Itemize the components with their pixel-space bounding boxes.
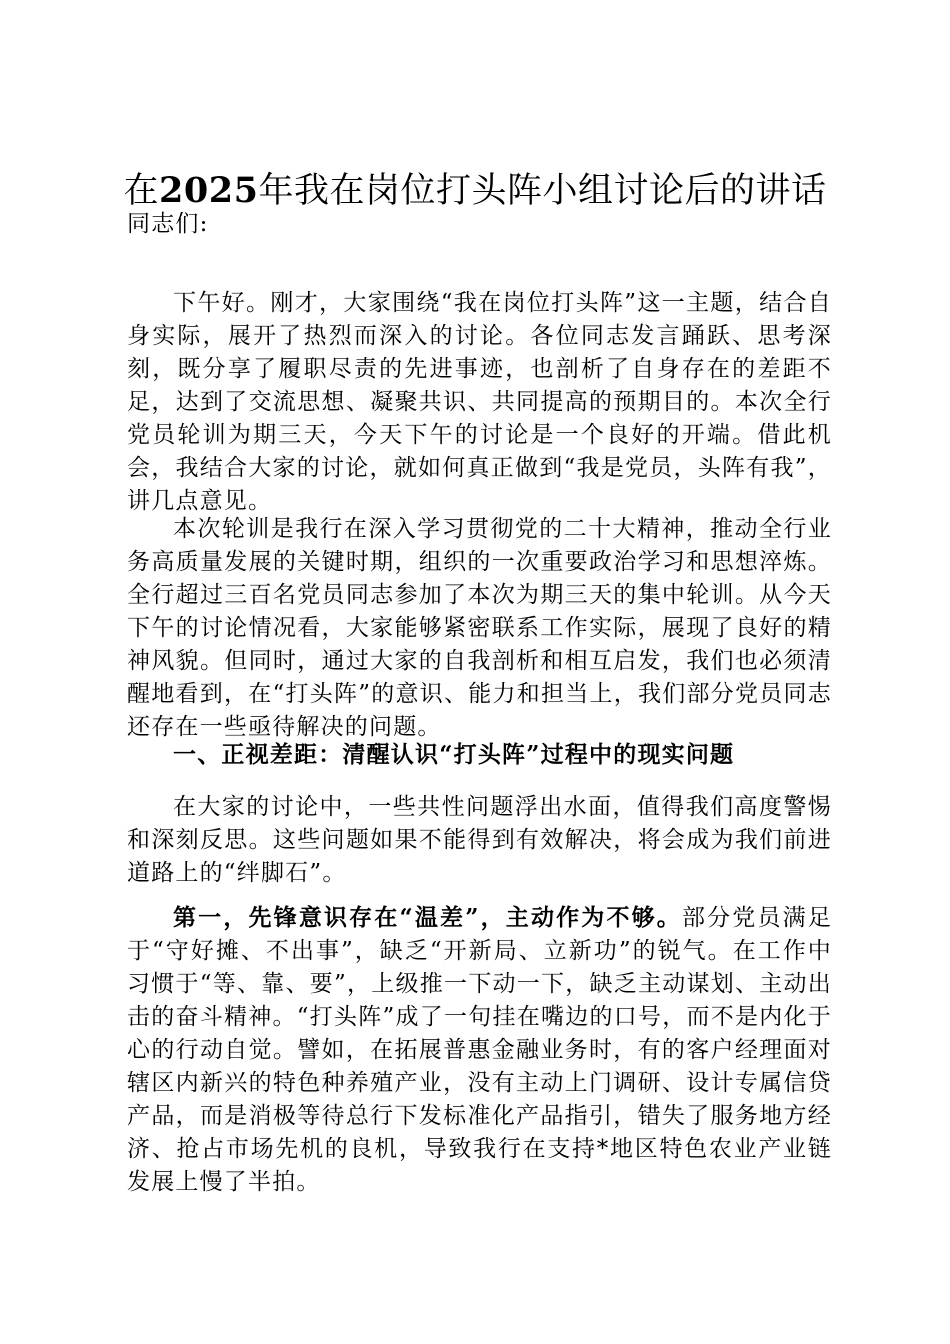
salutation: 同志们:: [127, 211, 209, 237]
title-prefix: 在: [123, 171, 160, 211]
title-year: 2025: [159, 170, 259, 211]
first-point-lead: 第一，先锋意识存在“温差”，主动作为不够。: [173, 904, 682, 931]
paragraph-training-context: 本次轮训是我行在深入学习贯彻党的二十大精神，推动全行业务高质量发展的关键时期，组织的一次重要政治学习和思想淬炼。全行超过三百名党员同志参加了本次为期三天的集中轮训。从今天下午的讨论情况看，大家能够紧密联系工作实际，展现了良好的精神风貌。但同时，通过大家的自我剖析和相互启发，我们也必须清醒地看到，在“打头阵”的意识、能力和担当上，我们部分党员同志还存在一些亟待解决的问题。: [127, 516, 832, 740]
paragraph-common-issues: 在大家的讨论中，一些共性问题浮出水面，值得我们高度警惕和深刻反思。这些问题如果不能得到有效解决，将会成为我们前进道路上的“绊脚石”。: [127, 794, 832, 886]
section-heading-1: 一、正视差距：清醒认识“打头阵”过程中的现实问题: [173, 741, 735, 768]
paragraph-first-point: [127, 901, 832, 1199]
first-point-body: 部分党员满足于“守好摊、不出事”，缺乏“开新局、立新功”的锐气。在工作中习惯于“等、靠、要”，上级推一下动一下，缺乏主动谋划、主动出击的奋斗精神。“打头阵”成了一句挂在嘴边的口号，而不是内化于心的行动自觉。譬如，在拓展普惠金融业务时，有的客户经理面对辖区内新兴的特色种养殖产业，没有主动上门调研、设计专属信贷产品，而是消极等待总行下发标准化产品指引，错失了服务地方经济、抢占市场先机的良机，导致我行在支持*地区特色农业产业链发展上慢了半拍。: [127, 905, 832, 1195]
title-suffix: 年我在岗位打头阵小组讨论后的讲话: [258, 171, 827, 211]
paragraph-greeting: 下午好。刚才，大家围绕“我在岗位打头阵”这一主题，结合自身实际，展开了热烈而深入的讨论。各位同志发言踊跃、思考深刻，既分享了履职尽责的先进事迹，也剖析了自身存在的差距不足，达到了交流思想、凝聚共识、共同提高的预期目的。本次全行党员轮训为期三天，今天下午的讨论是一个良好的开端。借此机会，我结合大家的讨论，就如何真正做到“我是党员，头阵有我”，讲几点意见。: [127, 290, 832, 514]
